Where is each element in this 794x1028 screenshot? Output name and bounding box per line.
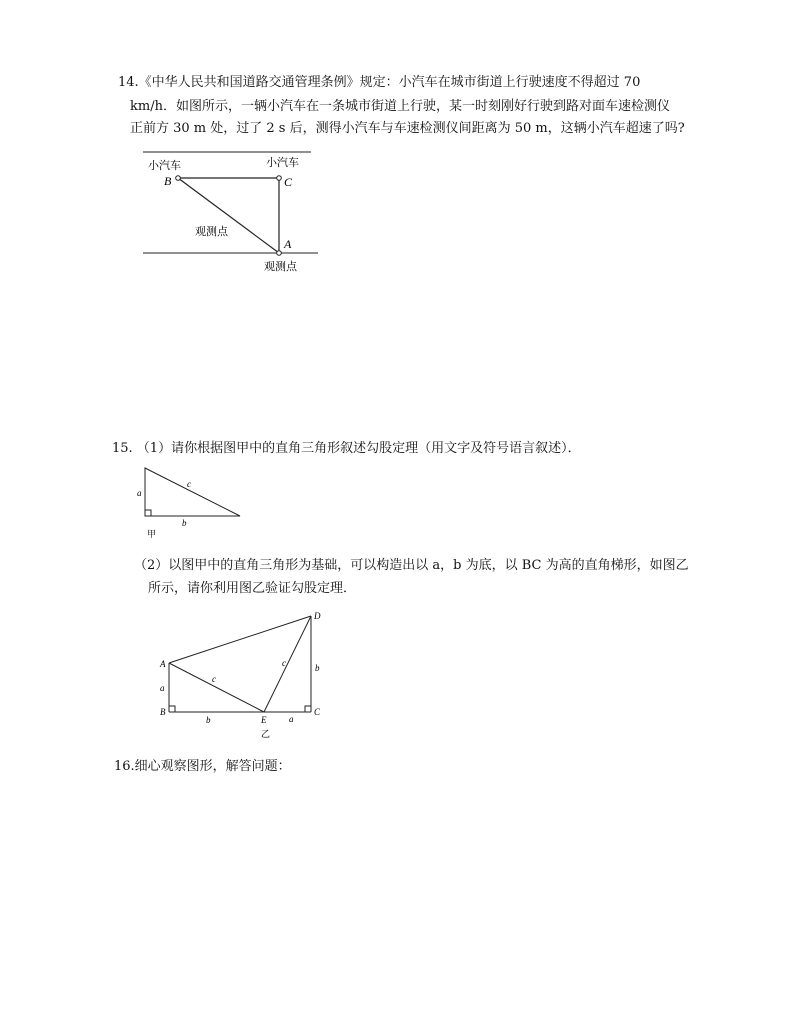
label-yi-c-ed: c xyxy=(282,658,286,668)
label-point-a: A xyxy=(284,237,292,251)
segment-ae xyxy=(169,663,264,712)
label-jia-c: c xyxy=(187,479,191,489)
right-angle-mark-c xyxy=(305,706,311,712)
label-point-b: B xyxy=(164,174,172,188)
label-car-left: 小汽车 xyxy=(148,159,181,172)
label-yi-b: B xyxy=(160,707,166,717)
label-yi-b-bottom: b xyxy=(206,715,211,725)
q16-text: 16.细心观察图形，解答问题： xyxy=(114,759,291,774)
segment-da xyxy=(169,616,311,663)
label-car-right: 小汽车 xyxy=(266,156,299,169)
label-observe-bottom: 观测点 xyxy=(264,260,297,273)
label-yi-a: A xyxy=(160,659,166,669)
q14-text-line-1: 14.《中华人民共和国道路交通管理条例》规定：小汽车在城市街道上行驶速度不得超过 70 xyxy=(118,75,641,90)
q15-part2-line-1: （2）以图甲中的直角三角形为基础，可以构造出以 a，b 为底，以 BC 为高的直角梯形，如图乙 xyxy=(134,558,689,573)
label-yi-a-side: a xyxy=(160,683,165,693)
caption-jia: 甲 xyxy=(147,530,157,540)
q14-text-line-2: km/h．如图所示，一辆小汽车在一条城市街道上行驶，某一时刻刚好行驶到路对面车速检测仪 xyxy=(130,99,670,114)
q14-text-line-3: 正前方 30 m 处，过了 2 s 后，测得小汽车与车速检测仪间距离为 50 m，这辆小汽车超速了吗? xyxy=(130,121,685,136)
q15-part1-text: 15. （1）请你根据图甲中的直角三角形叙述勾股定理（用文字及符号语言叙述）． xyxy=(112,441,581,456)
label-jia-a: a xyxy=(137,488,142,498)
label-observe-mid: 观测点 xyxy=(195,225,228,238)
caption-yi: 乙 xyxy=(261,730,271,740)
label-yi-d: D xyxy=(314,611,321,621)
label-yi-c-ae: c xyxy=(212,674,216,684)
label-yi-e: E xyxy=(261,715,267,725)
label-point-c: C xyxy=(284,175,293,189)
label-jia-b: b xyxy=(182,518,187,528)
q15-part2-line-2: 所示，请你利用图乙验证勾股定理． xyxy=(148,581,357,596)
label-yi-c: C xyxy=(314,707,321,717)
label-yi-b-right: b xyxy=(315,663,320,673)
right-angle-mark-b xyxy=(169,706,175,712)
segment-ed xyxy=(264,616,311,712)
label-yi-a-bottom: a xyxy=(289,714,294,724)
